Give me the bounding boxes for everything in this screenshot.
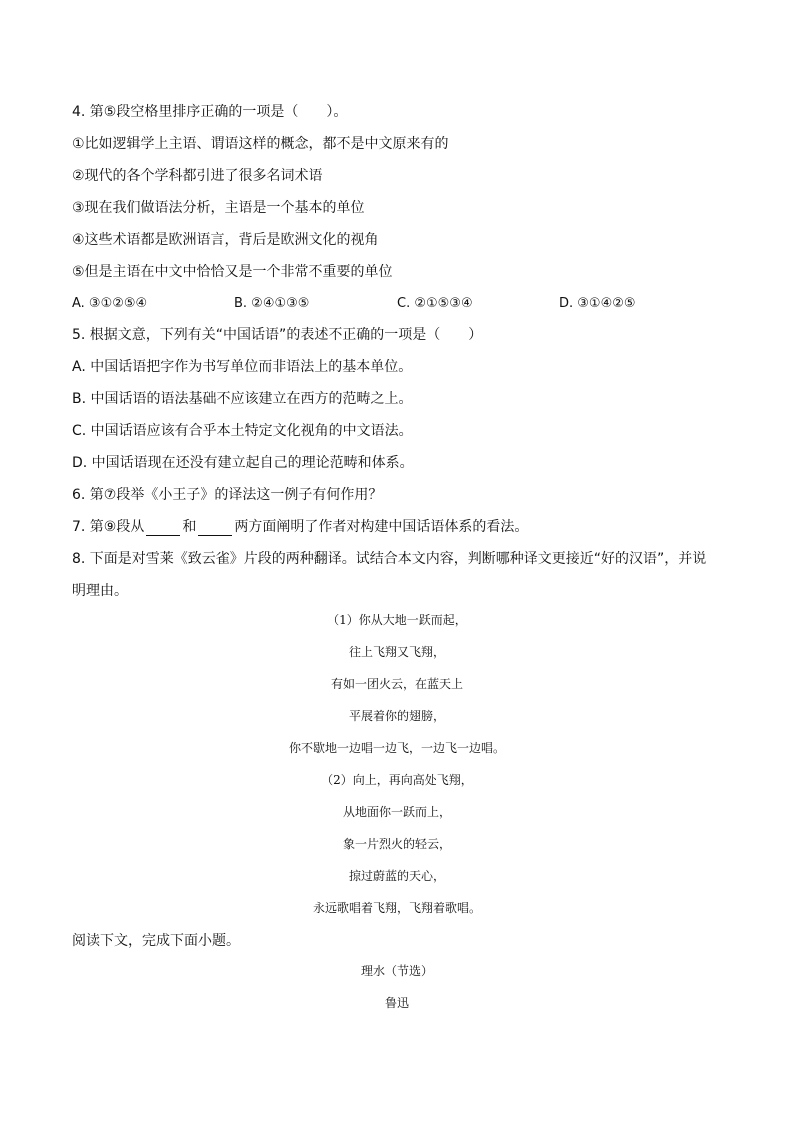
q5-option-c: C. 中国话语应该有合乎本土特定文化视角的中文语法。 [72,423,413,439]
q7-text-3: 两方面阐明了作者对构建中国话语体系的看法。 [234,519,529,535]
poem2-line: 从地面你一跃而上， [342,805,451,819]
poem2-line: 象一片烈火的轻云， [342,837,451,851]
q4-item: ②现代的各个学科都引进了很多名词术语 [72,168,323,184]
reading-title: 理水（节选） [360,964,433,978]
q7-text-1: 7. 第⑨段从 [72,519,145,535]
q4-option-a: A. ③①②⑤④ [72,296,148,311]
q8-stem-line2: 明理由。 [72,583,128,599]
q8-stem-line1: 8. 下面是对雪莱《致云雀》片段的两种翻译。试结合本文内容，判断哪种译文更接近“好的汉语”，并说 [72,551,707,567]
q4-item: ③现在我们做语法分析，主语是一个基本的单位 [72,200,365,216]
q7-blank-1 [146,521,180,536]
reading-author: 鲁迅 [384,996,409,1010]
poem1-line: 平展着你的翅膀， [348,709,445,723]
q5-option-d: D. 中国话语现在还没有建立起自己的理论范畴和体系。 [72,455,414,471]
q4-item: ⑤但是主语在中文中恰恰又是一个非常不重要的单位 [72,264,393,280]
q4-option-c: C. ②①⑤③④ [397,296,473,311]
q4-option-d: D. ③①④②⑤ [559,296,636,311]
q5-stem: 5. 根据文意，下列有关“中国话语”的表述不正确的一项是（ ） [72,327,483,343]
q5-option-a: A. 中国话语把字作为书写单位而非语法上的基本单位。 [72,359,413,375]
reading-instruction: 阅读下文，完成下面小题。 [72,933,240,949]
poem1-line: 你不歇地一边唱一边飞，一边飞一边唱。 [288,741,505,755]
q4-item: ①比如逻辑学上主语、谓语这样的概念，都不是中文原来有的 [72,136,449,152]
q4-option-b: B. ②④①③⑤ [234,296,310,311]
poem1-line: 往上飞翔又飞翔， [348,645,445,659]
poem2-line: 掠过蔚蓝的天心， [348,869,445,883]
poem1-line: 有如一团火云，在蓝天上 [330,677,463,691]
q7-blank-2 [198,521,232,536]
q7-text-2: 和 [182,519,197,535]
poem2-line: 永远歌唱着飞翔，飞翔着歌唱。 [312,901,481,915]
q6-stem: 6. 第⑦段举《小王子》的译法这一例子有何作用？ [72,487,383,503]
q5-option-b: B. 中国话语的语法基础不应该建立在西方的范畴之上。 [72,391,413,407]
q4-stem: 4. 第⑤段空格里排序正确的一项是（ ）。 [72,104,348,120]
poem2-line: （2）向上，再向高处飞翔， [321,773,473,787]
q4-item: ④这些术语都是欧洲语言，背后是欧洲文化的视角 [72,232,379,248]
q7-stem [72,518,528,536]
poem1-line: （1）你从大地一跃而起， [327,613,467,627]
